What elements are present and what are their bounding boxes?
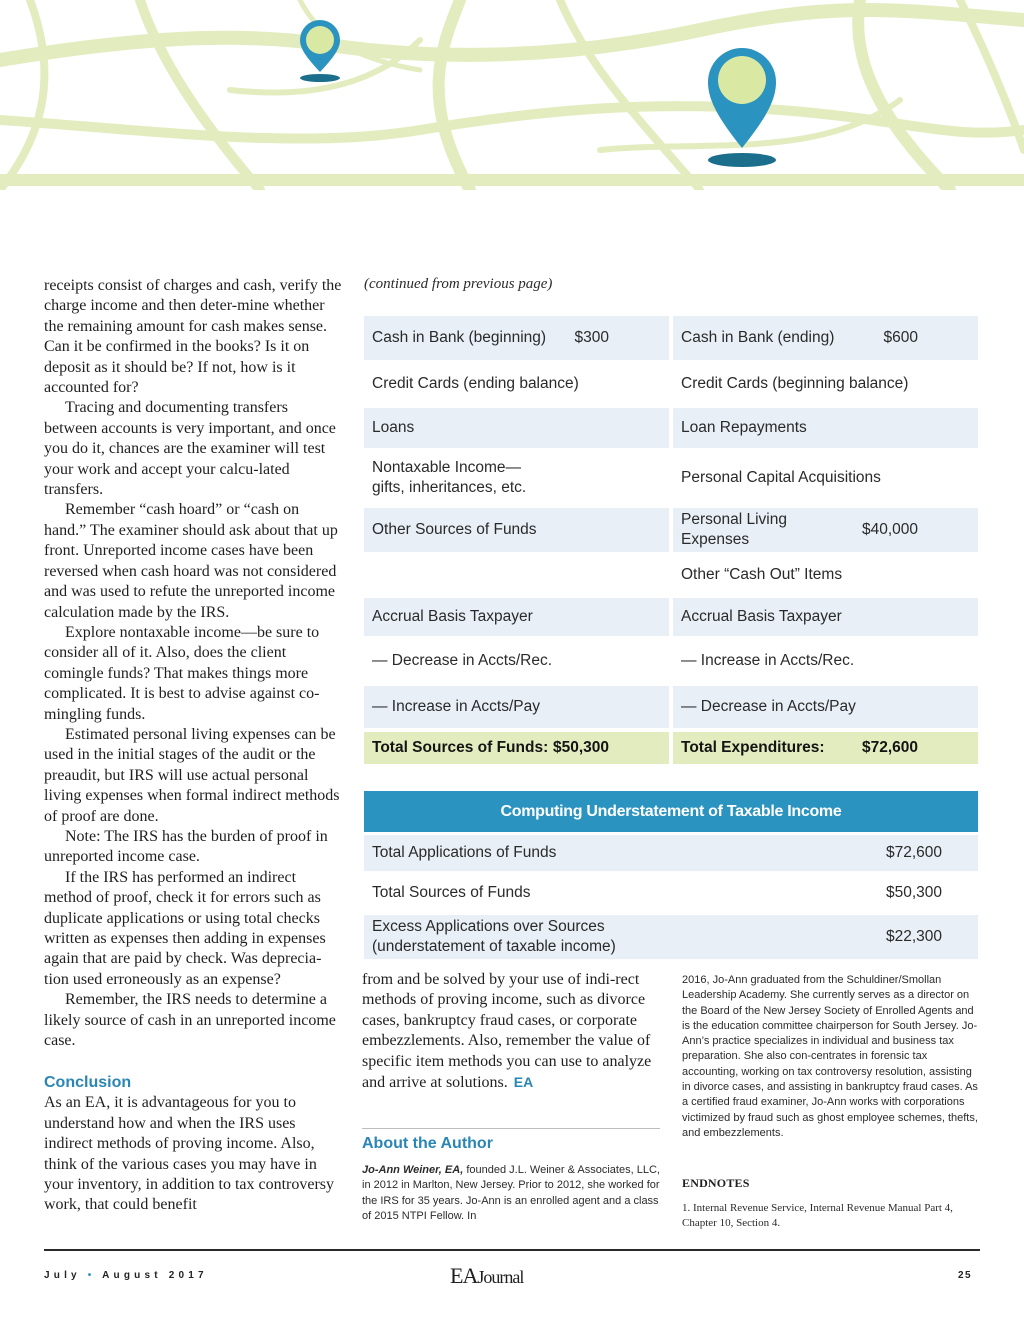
page-number: 25 — [958, 1270, 973, 1281]
applications-cell — [673, 452, 978, 504]
cell-label: — Increase in Accts/Rec. — [681, 652, 855, 669]
ea-journal-logo — [450, 1263, 523, 1289]
endnote-item: 1. Internal Revenue Service, Internal Revenue Manual Part 4, Chapter 10, Section 4. — [682, 1202, 953, 1230]
issue-date — [44, 1270, 208, 1281]
table-row — [364, 316, 978, 360]
about-author-heading: About the Author — [362, 1135, 493, 1152]
table-row — [364, 364, 978, 404]
table-row — [364, 640, 978, 682]
cell-label: Other “Cash Out” Items — [681, 566, 843, 583]
cell-label: Personal Capital Acquisitions — [681, 469, 881, 486]
continued-note: (continued from previous page) — [364, 276, 553, 292]
cell-label: Accrual Basis Taxpayer — [372, 608, 533, 625]
sources-cell — [364, 364, 669, 404]
cell-label: Nontaxable Income— gifts, inheritances, etc. — [372, 459, 527, 496]
body-paragraph: Remember, the IRS needs to determine a likely source of cash in an unreported income case. — [44, 991, 336, 1050]
cell-label: — Increase in Accts/Pay — [372, 698, 540, 715]
sources-cell — [364, 732, 669, 764]
cell-label: — Decrease in Accts/Pay — [681, 698, 856, 715]
logo-ea: EA — [450, 1263, 478, 1288]
applications-cell — [673, 640, 978, 682]
author-bio-continued: 2016, Jo-Ann graduated from the Schuldiner/Smollan Leadership Academy. She currently serves as a director on the Board of the New Jersey Society of Enrolled Agents and is the education committee chairperson for South Jersey. Jo-Ann’s practice specializes in individual and business tax preparation. She also con-centrates in forensic tax accounting, working on tax controversy resolution, assisting in divorce cases, and assisting in bankruptcy fraud cases. As a certified fraud examiner, Jo-Ann works with corporations victimized by fraud such as ghost employee schemes, thefts, and embezzlements. — [682, 974, 978, 1139]
footer-divider — [44, 1249, 980, 1251]
conclusion-heading: Conclusion — [44, 1074, 132, 1092]
sources-cell — [364, 452, 669, 504]
cell-label: Accrual Basis Taxpayer — [681, 608, 842, 625]
end-mark: EA — [513, 1074, 534, 1091]
endnotes-heading: ENDNOTES — [682, 1176, 750, 1190]
left-column — [44, 276, 344, 1216]
body-paragraph: If the IRS has performed an indirect method of proof, check it for errors such as duplicate applications or using total checks written as expenses then adding in expenses again that are paid by check. Was deprecia-tion used erroneously as an expense? — [44, 868, 326, 988]
cell-label: Personal Living Expenses — [681, 511, 787, 548]
cell-amount: $40,000 — [861, 521, 918, 538]
body-paragraph: Remember “cash hoard” or “cash on hand.” The examiner should ask about that up front. Unreported income cases have been reversed when cash hoard was not considered and was used to refute the unreported income calculation made by the IRS. — [44, 501, 338, 621]
row-label: Excess Applications over Sources (understatement of taxable income) — [372, 918, 616, 955]
author-name: Jo-Ann Weiner, EA, — [362, 1164, 464, 1176]
table-row — [364, 598, 978, 636]
body-paragraph — [362, 970, 662, 1093]
body-paragraph: receipts consist of charges and cash, verify the charge income and then deter-mine whether the remaining amount for cash makes sense. Can it be confirmed in the books? Is it on deposit as it should be? If not, how is it accounted for? — [44, 277, 342, 397]
cell-amount: $600 — [883, 329, 918, 346]
sources-cell — [364, 640, 669, 682]
cell-label: Loan Repayments — [681, 419, 807, 436]
body-paragraph: Explore nontaxable income—be sure to consider all of it. Also, does the client comingle funds? That makes things more complicated. It is best to advise against co-mingling funds. — [44, 623, 320, 723]
cell-label: Cash in Bank (beginning) — [372, 329, 547, 346]
table-row — [364, 875, 978, 911]
conclusion-paragraph: As an EA, it is advantageous for you to understand how and when the IRS uses indirect methods of proving income. Also, think of the various cases you may have in your inventory, in addition to tax controversy work, that could benefit — [44, 1094, 335, 1214]
closing-text: from and be solved by your use of indi-rect methods of proving income, such as divorce cases, bankruptcy fraud cases, or corporate embezzlements. Also, remember the value of specific item methods you can use to analyze and arrive at solutions. — [362, 971, 652, 1092]
issue-month-start: July — [44, 1270, 81, 1281]
understatement-title: Computing Understatement of Taxable Income — [364, 791, 978, 832]
table-row — [364, 508, 978, 552]
mid-column — [362, 970, 662, 1093]
sources-cell — [364, 598, 669, 636]
table-row — [364, 686, 978, 728]
author-bio-text: founded J.L. Weiner & Associates, LLC, in 2012 in Marlton, New Jersey. Prior to 2012, she worked for the IRS for 35 years. Jo-Ann is an enrolled agent and a class of 2015 NTPI Fellow. In — [362, 1164, 660, 1223]
row-label: Total Applications of Funds — [372, 844, 557, 861]
divider — [362, 1128, 660, 1129]
applications-cell — [673, 508, 978, 552]
cell-label: Total Expenditures: — [681, 739, 825, 756]
row-amount: $72,600 — [885, 844, 942, 861]
table-row — [364, 556, 978, 594]
body-paragraph: Tracing and documenting transfers between accounts is very important, and once you do it, chances are the examiner will test your work and accept your calcu-lated transfers. — [44, 399, 336, 499]
map-illustration — [0, 0, 1024, 190]
sources-cell — [364, 508, 669, 552]
cell-amount: $300 — [574, 329, 609, 346]
sources-cell — [364, 316, 669, 360]
applications-cell — [673, 686, 978, 728]
cell-label: Total Sources of Funds: — [372, 739, 549, 756]
sources-cell — [364, 556, 669, 594]
cell-label: Credit Cards (beginning balance) — [681, 375, 909, 392]
applications-cell — [673, 364, 978, 404]
location-pin-icon-small — [300, 20, 340, 82]
body-paragraph: Estimated personal living expenses can be used in the initial stages of the audit or the preaudit, but IRS will use actual personal living expenses when formal indirect methods of proof are done. — [44, 725, 340, 825]
cell-label: Loans — [372, 419, 415, 436]
logo-journal: Journal — [477, 1267, 524, 1287]
sources-cell — [364, 408, 669, 448]
cell-label: Other Sources of Funds — [372, 521, 537, 538]
cell-label: Cash in Bank (ending) — [681, 329, 835, 346]
applications-cell — [673, 556, 978, 594]
cell-amount: $72,600 — [861, 739, 918, 756]
table-row — [364, 732, 978, 764]
issue-month-end: August 2017 — [102, 1270, 208, 1281]
issue-separator: • — [87, 1270, 96, 1281]
cell-label: — Decrease in Accts/Rec. — [372, 652, 553, 669]
table-row — [364, 452, 978, 504]
table-row — [364, 915, 978, 959]
cell-amount: $50,300 — [552, 739, 609, 756]
applications-cell — [673, 408, 978, 448]
applications-cell — [673, 732, 978, 764]
author-bio — [362, 1163, 662, 1225]
table-row — [364, 408, 978, 448]
location-pin-icon-large — [708, 48, 776, 167]
funds-table — [364, 316, 978, 768]
cell-label: Credit Cards (ending balance) — [372, 375, 579, 392]
understatement-table — [364, 791, 978, 963]
body-paragraph: Note: The IRS has the burden of proof in unreported income case. — [44, 827, 328, 866]
row-amount: $50,300 — [885, 884, 942, 901]
table-row — [364, 835, 978, 871]
row-amount: $22,300 — [885, 928, 942, 945]
sources-cell — [364, 686, 669, 728]
applications-cell — [673, 598, 978, 636]
row-label: Total Sources of Funds — [372, 884, 531, 901]
applications-cell — [673, 316, 978, 360]
